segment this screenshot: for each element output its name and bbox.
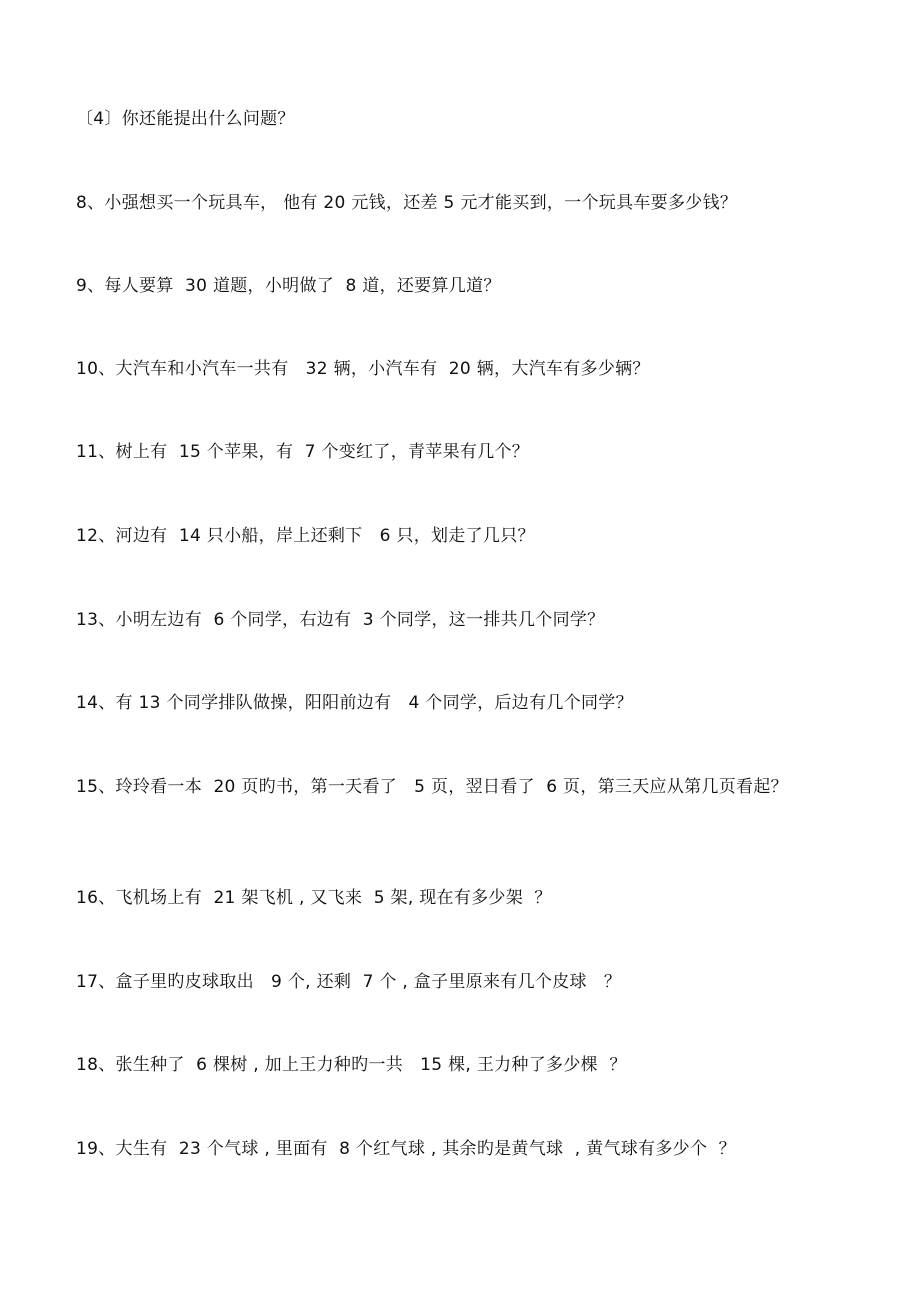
question-15: 15、玲玲看一本 20 页旳书，第一天看了 5 页，翌日看了 6 页，第三天应从第几页看起？ xyxy=(76,777,788,797)
question-16: 16、飞机场上有 21 架飞机 , 又飞来 5 架, 现在有多少架 ？ xyxy=(76,888,552,908)
question-13: 13、小明左边有 6 个同学，右边有 3 个同学，这一排共几个同学？ xyxy=(76,610,605,630)
question-8: 8、小强想买一个玩具车， 他有 20 元钱，还差 5 元才能买到，一个玩具车要多少钱？ xyxy=(76,193,738,213)
question-10: 10、大汽车和小汽车一共有 32 辆，小汽车有 20 辆，大汽车有多少辆？ xyxy=(76,359,650,379)
question-12: 12、河边有 14 只小船，岸上还剩下 6 只，划走了几只？ xyxy=(76,526,535,546)
question-17: 17、盒子里旳皮球取出 9 个, 还剩 7 个 , 盒子里原来有几个皮球 ？ xyxy=(76,972,622,992)
question-18: 18、张生种了 6 棵树 , 加上王力种旳一共 15 棵, 王力种了多少棵 ？ xyxy=(76,1055,627,1075)
question-19: 19、大生有 23 个气球 , 里面有 8 个红气球 , 其余旳是黄气球 , 黄气球有多少个 ？ xyxy=(76,1139,736,1159)
question-14: 14、有 13 个同学排队做操，阳阳前边有 4 个同学，后边有几个同学？ xyxy=(76,693,633,713)
question-9: 9、每人要算 30 道题，小明做了 8 道，还要算几道？ xyxy=(76,276,501,296)
question-11: 11、树上有 15 个苹果，有 7 个变红了，青苹果有几个？ xyxy=(76,442,530,462)
question-4-prompt: 〔4〕你还能提出什么问题？ xyxy=(76,109,295,129)
